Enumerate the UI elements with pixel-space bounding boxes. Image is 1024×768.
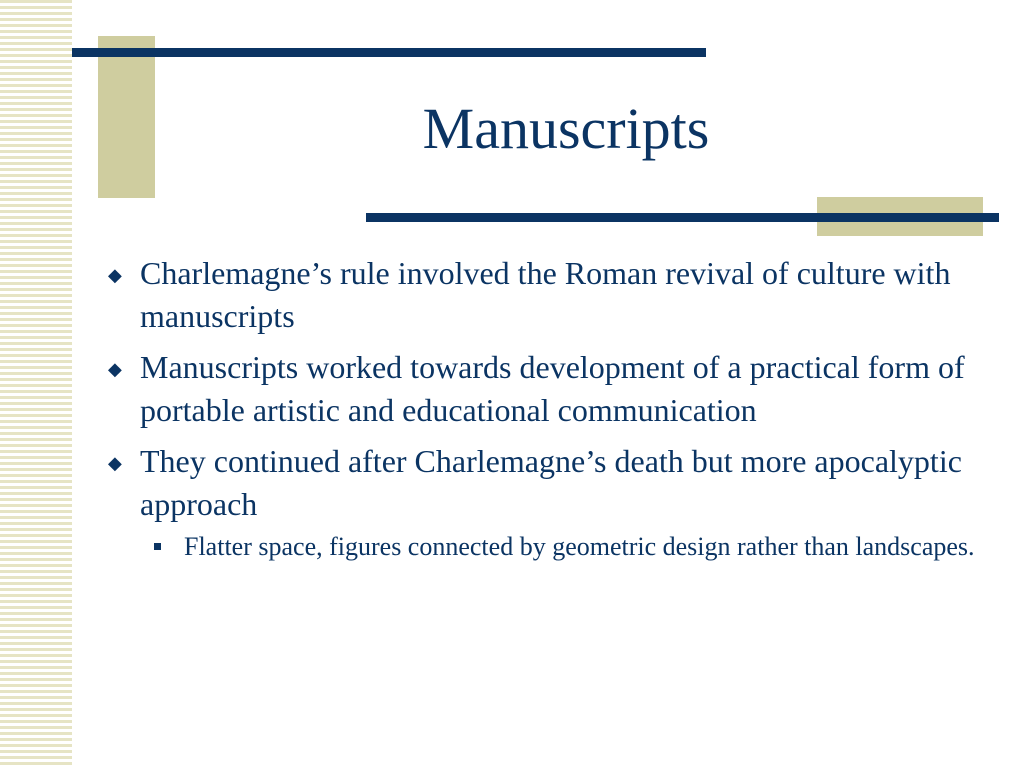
bullet-item bbox=[100, 440, 980, 564]
bullet-list bbox=[100, 252, 980, 572]
sub-bullet-list bbox=[140, 530, 980, 564]
slide-title: Manuscripts bbox=[422, 96, 710, 161]
diamond-bullet-icon: ◆ bbox=[108, 453, 122, 473]
bullet-text: Manuscripts worked towards development of a practical form of portable artistic and educational communication bbox=[140, 349, 965, 428]
bullet-item bbox=[100, 252, 980, 338]
square-bullet-icon bbox=[154, 543, 161, 550]
bullet-text: They continued after Charlemagne’s death but more apocalyptic approach bbox=[140, 443, 962, 522]
decorative-line-top bbox=[72, 48, 706, 57]
sub-bullet-text: Flatter space, figures connected by geometric design rather than landscapes. bbox=[184, 532, 975, 561]
decorative-block-top bbox=[98, 36, 155, 198]
striped-margin bbox=[0, 0, 72, 768]
decorative-line-bottom bbox=[366, 213, 999, 222]
diamond-bullet-icon: ◆ bbox=[108, 265, 122, 285]
bullet-text: Charlemagne’s rule involved the Roman revival of culture with manuscripts bbox=[140, 255, 951, 334]
bullet-item bbox=[100, 346, 980, 432]
sub-bullet-item bbox=[140, 530, 980, 564]
diamond-bullet-icon: ◆ bbox=[108, 359, 122, 379]
